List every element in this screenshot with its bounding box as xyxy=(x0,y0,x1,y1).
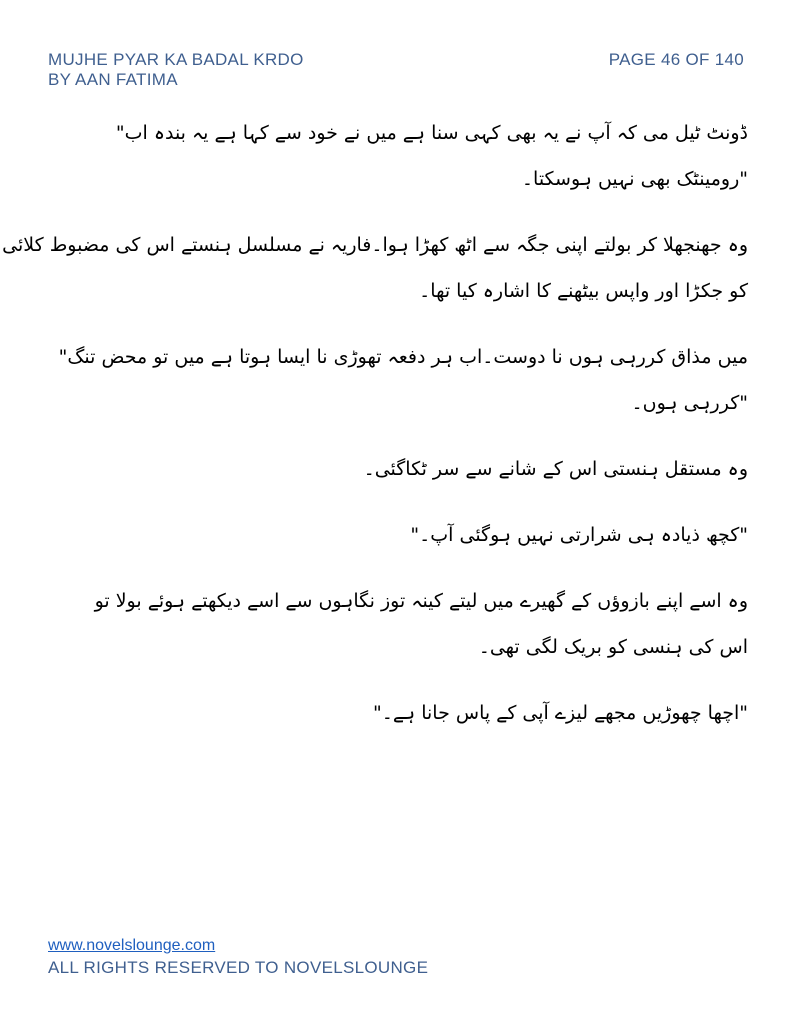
copyright-notice: ALL RIGHTS RESERVED TO NOVELSLOUNGE xyxy=(48,958,429,977)
text-line: اس کی ہنسی کو بریک لگی تھی۔ xyxy=(478,636,748,658)
paragraph xyxy=(44,334,748,426)
book-author: BY AAN FATIMA xyxy=(48,70,178,89)
website-link[interactable]: www.novelslounge.com xyxy=(48,937,216,954)
text-line: ڈونٹ ٹیل می کہ آپ نے یہ بھی کہی سنا ہے میں نے خود سے کہا ہے یہ بندہ اب" xyxy=(115,122,748,144)
text-line: "کررہی ہوں۔ xyxy=(631,392,748,414)
text-line: "کچھ ذیادہ ہی شرارتی نہیں ہوگئی آپ۔" xyxy=(410,524,748,546)
text-line: کو جکڑا اور واپس بیٹھنے کا اشارہ کیا تھا۔ xyxy=(419,280,748,302)
text-line: وہ مستقل ہنستی اس کے شانے سے سر ٹکاگئی۔ xyxy=(363,458,748,480)
paragraph xyxy=(44,446,748,492)
text-line: میں مذاق کررہی ہوں نا دوست۔اب ہر دفعہ تھوڑی نا ایسا ہوتا ہے میں تو محض تنگ" xyxy=(58,346,748,368)
text-line: وہ جھنجھلا کر بولتے اپنی جگہ سے اٹھ کھڑا ہوا۔فاریہ نے مسلسل ہنستے اس کی مضبوط کلائی xyxy=(2,234,748,256)
text-line: وہ اسے اپنے بازوؤں کے گھیرے میں لیتے کینہ توز نگاہوں سے اسے دیکھتے ہوئے بولا تو xyxy=(94,590,748,612)
paragraph xyxy=(2,222,748,314)
paragraph xyxy=(44,110,748,202)
paragraph xyxy=(44,512,748,558)
text-line: "اچھا چھوڑیں مجھے لیزے آپی کے پاس جانا ہے۔" xyxy=(373,702,748,724)
paragraph xyxy=(44,690,748,736)
text-line: "رومینٹک بھی نہیں ہوسکتا۔ xyxy=(521,168,748,190)
story-text xyxy=(2,110,748,756)
page-number: PAGE 46 OF 140 xyxy=(608,50,744,69)
paragraph xyxy=(44,578,748,670)
book-title: MUJHE PYAR KA BADAL KRDO xyxy=(48,50,304,69)
